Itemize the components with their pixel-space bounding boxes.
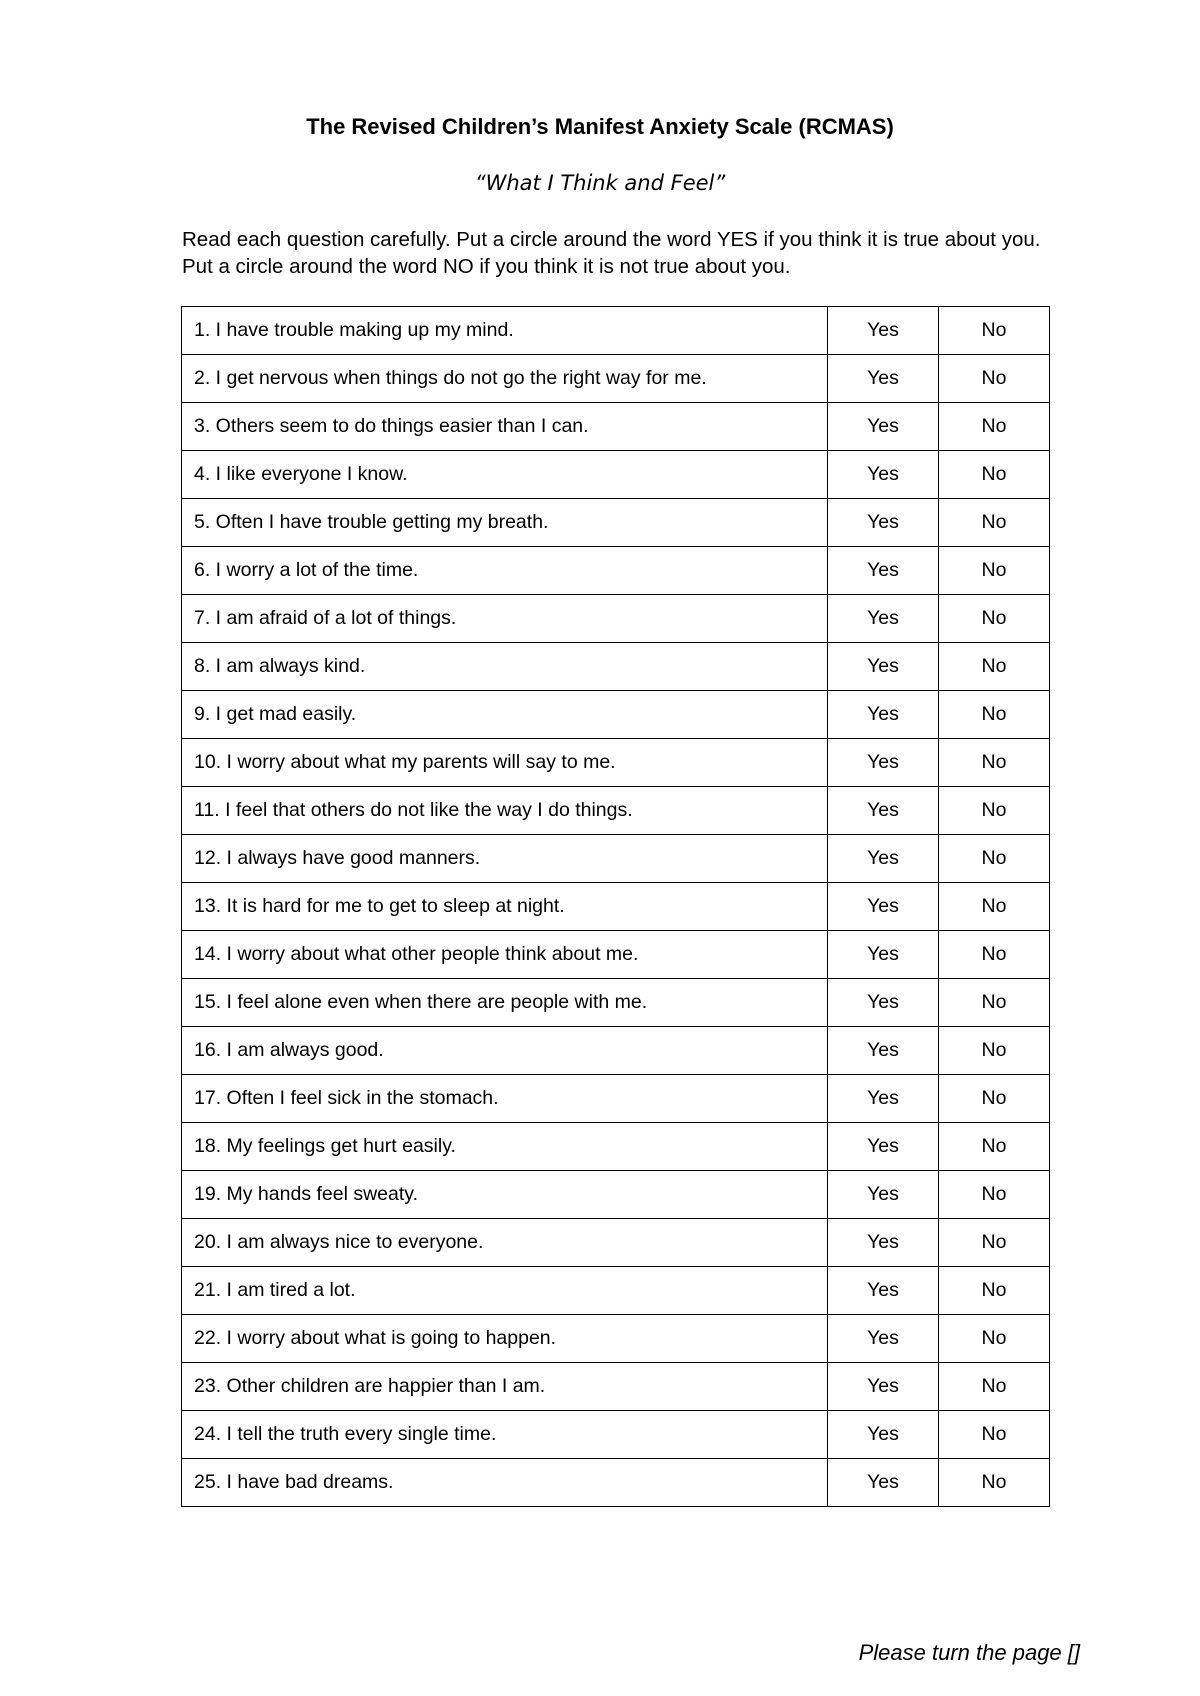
answer-yes-option[interactable]: Yes [828, 499, 939, 547]
answer-no-option[interactable]: No [939, 1411, 1050, 1459]
question-text: 10. I worry about what my parents will say to me. [182, 739, 828, 787]
question-text: 16. I am always good. [182, 1027, 828, 1075]
answer-no-option[interactable]: No [939, 595, 1050, 643]
question-row [182, 451, 1050, 499]
question-row [182, 931, 1050, 979]
question-text: 15. I feel alone even when there are people with me. [182, 979, 828, 1027]
answer-no-option[interactable]: No [939, 547, 1050, 595]
question-text: 6. I worry a lot of the time. [182, 547, 828, 595]
answer-yes-option[interactable]: Yes [828, 595, 939, 643]
question-row [182, 787, 1050, 835]
question-row [182, 595, 1050, 643]
answer-yes-option[interactable]: Yes [828, 547, 939, 595]
answer-yes-option[interactable]: Yes [828, 835, 939, 883]
question-text: 4. I like everyone I know. [182, 451, 828, 499]
question-row [182, 979, 1050, 1027]
answer-no-option[interactable]: No [939, 451, 1050, 499]
answer-no-option[interactable]: No [939, 1459, 1050, 1507]
answer-yes-option[interactable]: Yes [828, 355, 939, 403]
question-row [182, 499, 1050, 547]
answer-yes-option[interactable]: Yes [828, 1171, 939, 1219]
instructions-paragraph: Read each question carefully. Put a circle around the word YES if you think it is true about you. Put a circle around the word NO if you think it is not true about you. [182, 228, 1041, 278]
answer-yes-option[interactable]: Yes [828, 1267, 939, 1315]
question-row [182, 739, 1050, 787]
question-text: 13. It is hard for me to get to sleep at night. [182, 883, 828, 931]
answer-no-option[interactable]: No [939, 1219, 1050, 1267]
question-row [182, 1027, 1050, 1075]
question-text: 17. Often I feel sick in the stomach. [182, 1075, 828, 1123]
answer-yes-option[interactable]: Yes [828, 883, 939, 931]
question-text: 12. I always have good manners. [182, 835, 828, 883]
answer-yes-option[interactable]: Yes [828, 1027, 939, 1075]
question-row [182, 1315, 1050, 1363]
answer-no-option[interactable]: No [939, 403, 1050, 451]
answer-yes-option[interactable]: Yes [828, 1123, 939, 1171]
question-row [182, 1267, 1050, 1315]
answer-yes-option[interactable]: Yes [828, 643, 939, 691]
question-row [182, 883, 1050, 931]
question-text: 25. I have bad dreams. [182, 1459, 828, 1507]
answer-no-option[interactable]: No [939, 1075, 1050, 1123]
answer-yes-option[interactable]: Yes [828, 1459, 939, 1507]
answer-yes-option[interactable]: Yes [828, 403, 939, 451]
question-text: 9. I get mad easily. [182, 691, 828, 739]
question-text: 18. My feelings get hurt easily. [182, 1123, 828, 1171]
answer-no-option[interactable]: No [939, 1315, 1050, 1363]
question-row [182, 1123, 1050, 1171]
answer-no-option[interactable]: No [939, 691, 1050, 739]
question-text: 23. Other children are happier than I am. [182, 1363, 828, 1411]
answer-yes-option[interactable]: Yes [828, 307, 939, 355]
question-text: 24. I tell the truth every single time. [182, 1411, 828, 1459]
answer-yes-option[interactable]: Yes [828, 451, 939, 499]
question-text: 14. I worry about what other people think about me. [182, 931, 828, 979]
answer-no-option[interactable]: No [939, 931, 1050, 979]
answer-yes-option[interactable]: Yes [828, 1075, 939, 1123]
answer-no-option[interactable]: No [939, 499, 1050, 547]
question-text: 20. I am always nice to everyone. [182, 1219, 828, 1267]
answer-yes-option[interactable]: Yes [828, 1315, 939, 1363]
answer-no-option[interactable]: No [939, 739, 1050, 787]
answer-yes-option[interactable]: Yes [828, 1219, 939, 1267]
answer-yes-option[interactable]: Yes [828, 979, 939, 1027]
question-row [182, 547, 1050, 595]
question-text: 22. I worry about what is going to happen. [182, 1315, 828, 1363]
answer-no-option[interactable]: No [939, 979, 1050, 1027]
question-row [182, 355, 1050, 403]
turn-page-note: Please turn the page [] [858, 1640, 1080, 1665]
question-row [182, 1459, 1050, 1507]
question-text: 19. My hands feel sweaty. [182, 1171, 828, 1219]
question-row [182, 1075, 1050, 1123]
answer-yes-option[interactable]: Yes [828, 739, 939, 787]
answer-no-option[interactable]: No [939, 643, 1050, 691]
questionnaire-body [182, 307, 1050, 1507]
answer-yes-option[interactable]: Yes [828, 1363, 939, 1411]
question-row [182, 1171, 1050, 1219]
questionnaire-table [181, 306, 1050, 1507]
answer-yes-option[interactable]: Yes [828, 1411, 939, 1459]
answer-no-option[interactable]: No [939, 307, 1050, 355]
question-text: 7. I am afraid of a lot of things. [182, 595, 828, 643]
answer-yes-option[interactable]: Yes [828, 787, 939, 835]
answer-yes-option[interactable]: Yes [828, 691, 939, 739]
question-text: 11. I feel that others do not like the way I do things. [182, 787, 828, 835]
question-row [182, 403, 1050, 451]
question-row [182, 835, 1050, 883]
question-row [182, 691, 1050, 739]
question-row [182, 643, 1050, 691]
answer-no-option[interactable]: No [939, 1027, 1050, 1075]
question-row [182, 1219, 1050, 1267]
page-title: The Revised Children’s Manifest Anxiety Scale (RCMAS) [306, 114, 894, 139]
question-text: 1. I have trouble making up my mind. [182, 307, 828, 355]
answer-no-option[interactable]: No [939, 787, 1050, 835]
answer-no-option[interactable]: No [939, 355, 1050, 403]
answer-no-option[interactable]: No [939, 1171, 1050, 1219]
answer-no-option[interactable]: No [939, 883, 1050, 931]
question-row [182, 1363, 1050, 1411]
answer-yes-option[interactable]: Yes [828, 931, 939, 979]
question-row [182, 307, 1050, 355]
page-subtitle: “What I Think and Feel” [474, 171, 726, 195]
question-text: 21. I am tired a lot. [182, 1267, 828, 1315]
question-text: 2. I get nervous when things do not go the right way for me. [182, 355, 828, 403]
answer-no-option[interactable]: No [939, 1267, 1050, 1315]
question-text: 3. Others seem to do things easier than I can. [182, 403, 828, 451]
question-text: 5. Often I have trouble getting my breath. [182, 499, 828, 547]
question-text: 8. I am always kind. [182, 643, 828, 691]
question-row [182, 1411, 1050, 1459]
answer-no-option[interactable]: No [939, 1363, 1050, 1411]
answer-no-option[interactable]: No [939, 1123, 1050, 1171]
answer-no-option[interactable]: No [939, 835, 1050, 883]
